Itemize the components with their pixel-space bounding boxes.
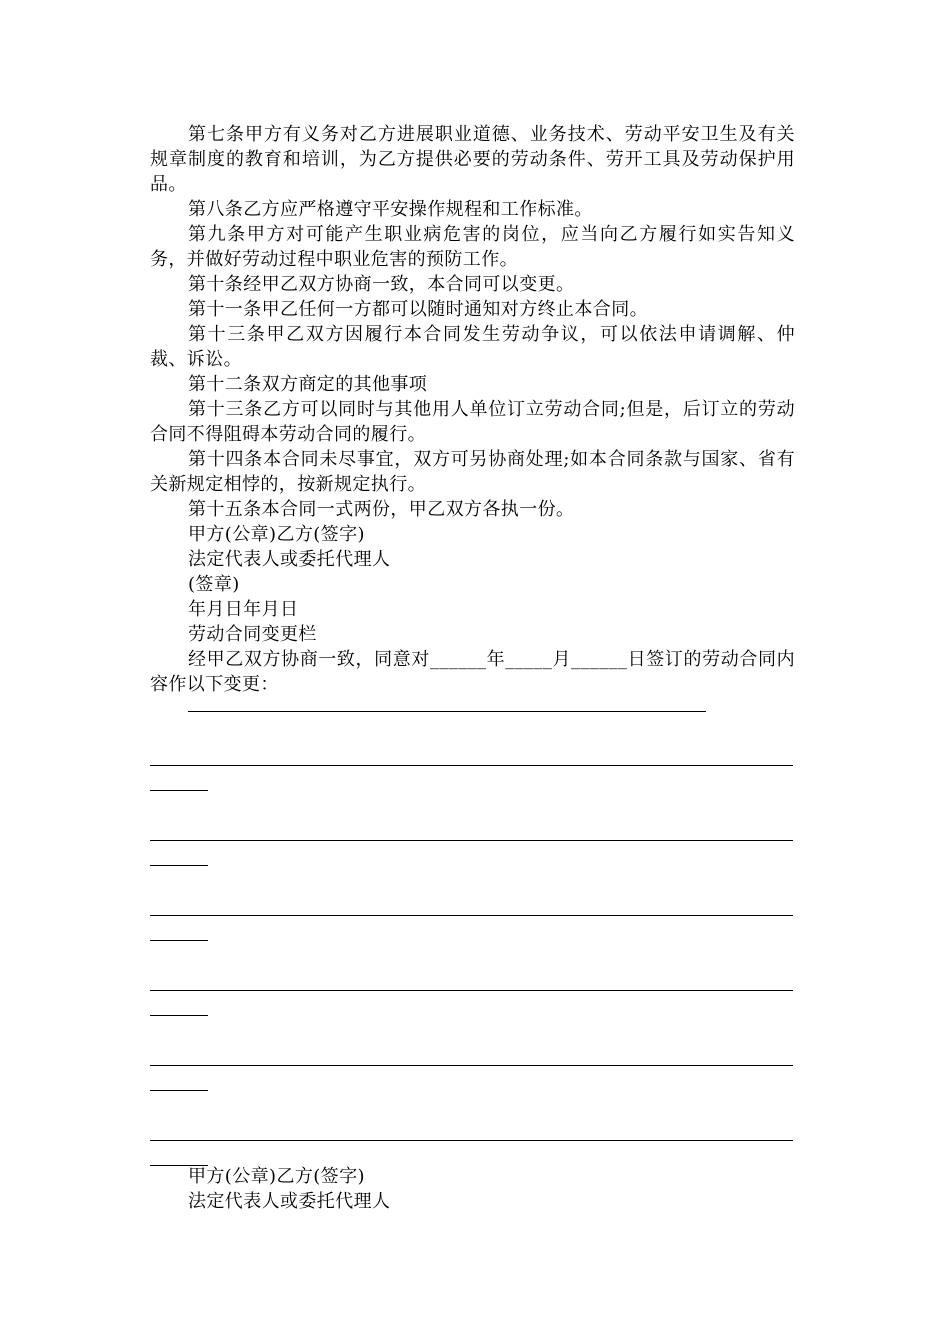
article-14: 第十四条本合同未尽事宜，双方可另协商处理;如本合同条款与国家、省有关新规定相悖的，按新规定执行。 (150, 449, 795, 495)
blank-line (188, 711, 706, 712)
article-12: 第十二条双方商定的其他事项 (188, 374, 428, 395)
change-section-title: 劳动合同变更栏 (188, 624, 317, 645)
signature-seal: (签章) (188, 574, 240, 595)
signature-dates: 年月日年月日 (188, 599, 299, 620)
blank-line (150, 840, 795, 862)
signature-parties: 甲方(公章)乙方(签字) (188, 524, 365, 545)
blank-line (150, 765, 795, 787)
signature-representative: 法定代表人或委托代理人 (188, 549, 391, 570)
article-9: 第九条甲方对可能产生职业病危害的岗位，应当向乙方履行如实告知义务，并做好劳动过程中职业危害的预防工作。 (150, 224, 795, 270)
change-section-intro: 经甲乙双方协商一致，同意对______年_____月______日签订的劳动合同内容作以下变更： (150, 649, 795, 695)
blank-line (150, 990, 795, 1012)
article-7: 第七条甲方有义务对乙方进展职业道德、业务技术、劳动平安卫生及有关规章制度的教育和培训，为乙方提供必要的劳动条件、劳开工具及劳动保护用品。 (150, 124, 795, 195)
article-11: 第十一条甲乙任何一方都可以随时通知对方终止本合同。 (188, 299, 648, 320)
article-13-dispute: 第十三条甲乙双方因履行本合同发生劳动争议，可以依法申请调解、仲裁、诉讼。 (150, 324, 795, 370)
signature-parties-2: 甲方(公章)乙方(签字) (188, 1166, 365, 1187)
blank-line (150, 1140, 795, 1162)
signature-representative-2: 法定代表人或委托代理人 (188, 1191, 391, 1212)
article-15: 第十五条本合同一式两份，甲乙双方各执一份。 (188, 499, 575, 520)
blank-line (150, 1065, 795, 1087)
blank-line (150, 915, 795, 937)
article-13-other-employer: 第十三条乙方可以同时与其他用人单位订立劳动合同;但是，后订立的劳动合同不得阻碍本劳动合同的履行。 (150, 399, 795, 445)
article-10: 第十条经甲乙双方协商一致，本合同可以变更。 (188, 274, 575, 295)
contract-document (150, 122, 795, 1214)
article-8: 第八条乙方应严格遵守平安操作规程和工作标准。 (188, 199, 593, 220)
